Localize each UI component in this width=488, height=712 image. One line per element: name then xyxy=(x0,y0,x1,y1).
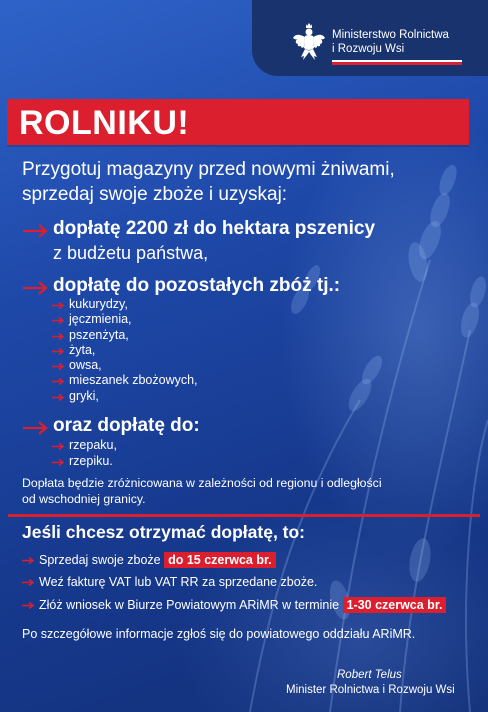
poster: Ministerstwo Rolnictwa i Rozwoju Wsi ROLNIKU! Przygotuj magazyny przed nowymi żniwami, sprzedaj swoje zboże i uzyskaj: dopłatę 2200 zł do hektara pszenicy z budżetu państwa, dopłatę do pozostałych zbóż tj.: kukurydzy, jęczmienia, pszenżyta, żyta, owsa, mieszanek zbożowych, gryki, oraz dopłatę do: rzepaku, rzepiku. Dopłata będzie zróżnicowana w zależności od regionu i odległości od wschodniej granicy. Jeśli chcesz otrzymać dopłatę, to: Sprzedaj swoje zboże do 15 czerwca br. Weź fakturę VAT lub VAT RR za sprzedane zboże. Złóż wniosek w Biurze Powiatowym ARiMR w terminie 1-30 czerwca br. Po szczegółowe informacje zgłoś się do powiatowego oddziału ARiMR. Robert Telus Minister Rolnictwa i Rozwoju Wsi xyxy=(0,0,488,712)
polish-eagle-icon xyxy=(292,22,326,62)
arrow-right-icon xyxy=(52,363,64,370)
offer-wheat-title: dopłatę 2200 zł do hektara pszenicy xyxy=(53,218,376,239)
info-text: Po szczegółowe informacje zgłoś się do powiatowego oddziału ARiMR. xyxy=(22,627,416,641)
arrow-right-icon xyxy=(52,394,64,401)
section-divider xyxy=(8,514,480,517)
step-application-text: Złóż wniosek w Biurze Powiatowym ARiMR w terminie xyxy=(39,598,340,612)
step-sell-text: Sprzedaj swoje zboże xyxy=(39,553,161,567)
intro-line2: sprzedaj swoje zboże i uzyskaj: xyxy=(22,184,288,205)
ministry-header xyxy=(252,0,488,76)
application-period-badge: 1-30 czerwca br. xyxy=(343,597,447,613)
arrow-right-icon xyxy=(52,378,64,385)
step-invoice-text: Weź fakturę VAT lub VAT RR za sprzedane zboże. xyxy=(39,575,318,589)
arrow-right-icon xyxy=(52,459,64,466)
arrow-right-icon xyxy=(22,224,48,238)
arrow-right-icon xyxy=(52,443,64,450)
offer-rapeseed-title: oraz dopłatę do: xyxy=(53,415,200,436)
arrow-right-icon xyxy=(52,317,64,324)
arrow-right-icon xyxy=(52,302,64,309)
arrow-right-icon xyxy=(22,579,34,586)
conditions-title: Jeśli chcesz otrzymać dopłatę, to: xyxy=(22,522,306,542)
arrow-right-icon xyxy=(22,602,34,609)
headline-banner xyxy=(7,99,469,145)
arrow-right-icon xyxy=(22,557,34,564)
ministry-name-line1: Ministerstwo Rolnictwa xyxy=(332,29,449,41)
intro-line1: Przygotuj magazyny przed nowymi żniwami, xyxy=(22,159,395,180)
headline-text: ROLNIKU! xyxy=(19,104,190,142)
regional-note-line2: od wschodniej granicy. xyxy=(22,492,146,506)
arrow-right-icon xyxy=(22,281,48,295)
arrow-right-icon xyxy=(52,333,64,340)
polish-flag-stripe xyxy=(332,60,462,65)
arrow-right-icon xyxy=(52,348,64,355)
deadline-badge: do 15 czerwca br. xyxy=(164,552,276,568)
offer-other-grains-title: dopłatę do pozostałych zbóż tj.: xyxy=(53,275,341,296)
signature-name: Robert Telus xyxy=(337,669,402,681)
offer-wheat-subtitle: z budżetu państwa, xyxy=(53,243,209,263)
ministry-name-line2: i Rozwoju Wsi xyxy=(332,43,405,55)
regional-note-line1: Dopłata będzie zróżnicowana w zależności od regionu i odległości xyxy=(22,476,382,490)
regional-note xyxy=(22,475,382,507)
signature-role: Minister Rolnictwa i Rozwoju Wsi xyxy=(286,684,455,696)
arrow-right-icon xyxy=(22,421,48,435)
intro-text xyxy=(22,157,395,207)
